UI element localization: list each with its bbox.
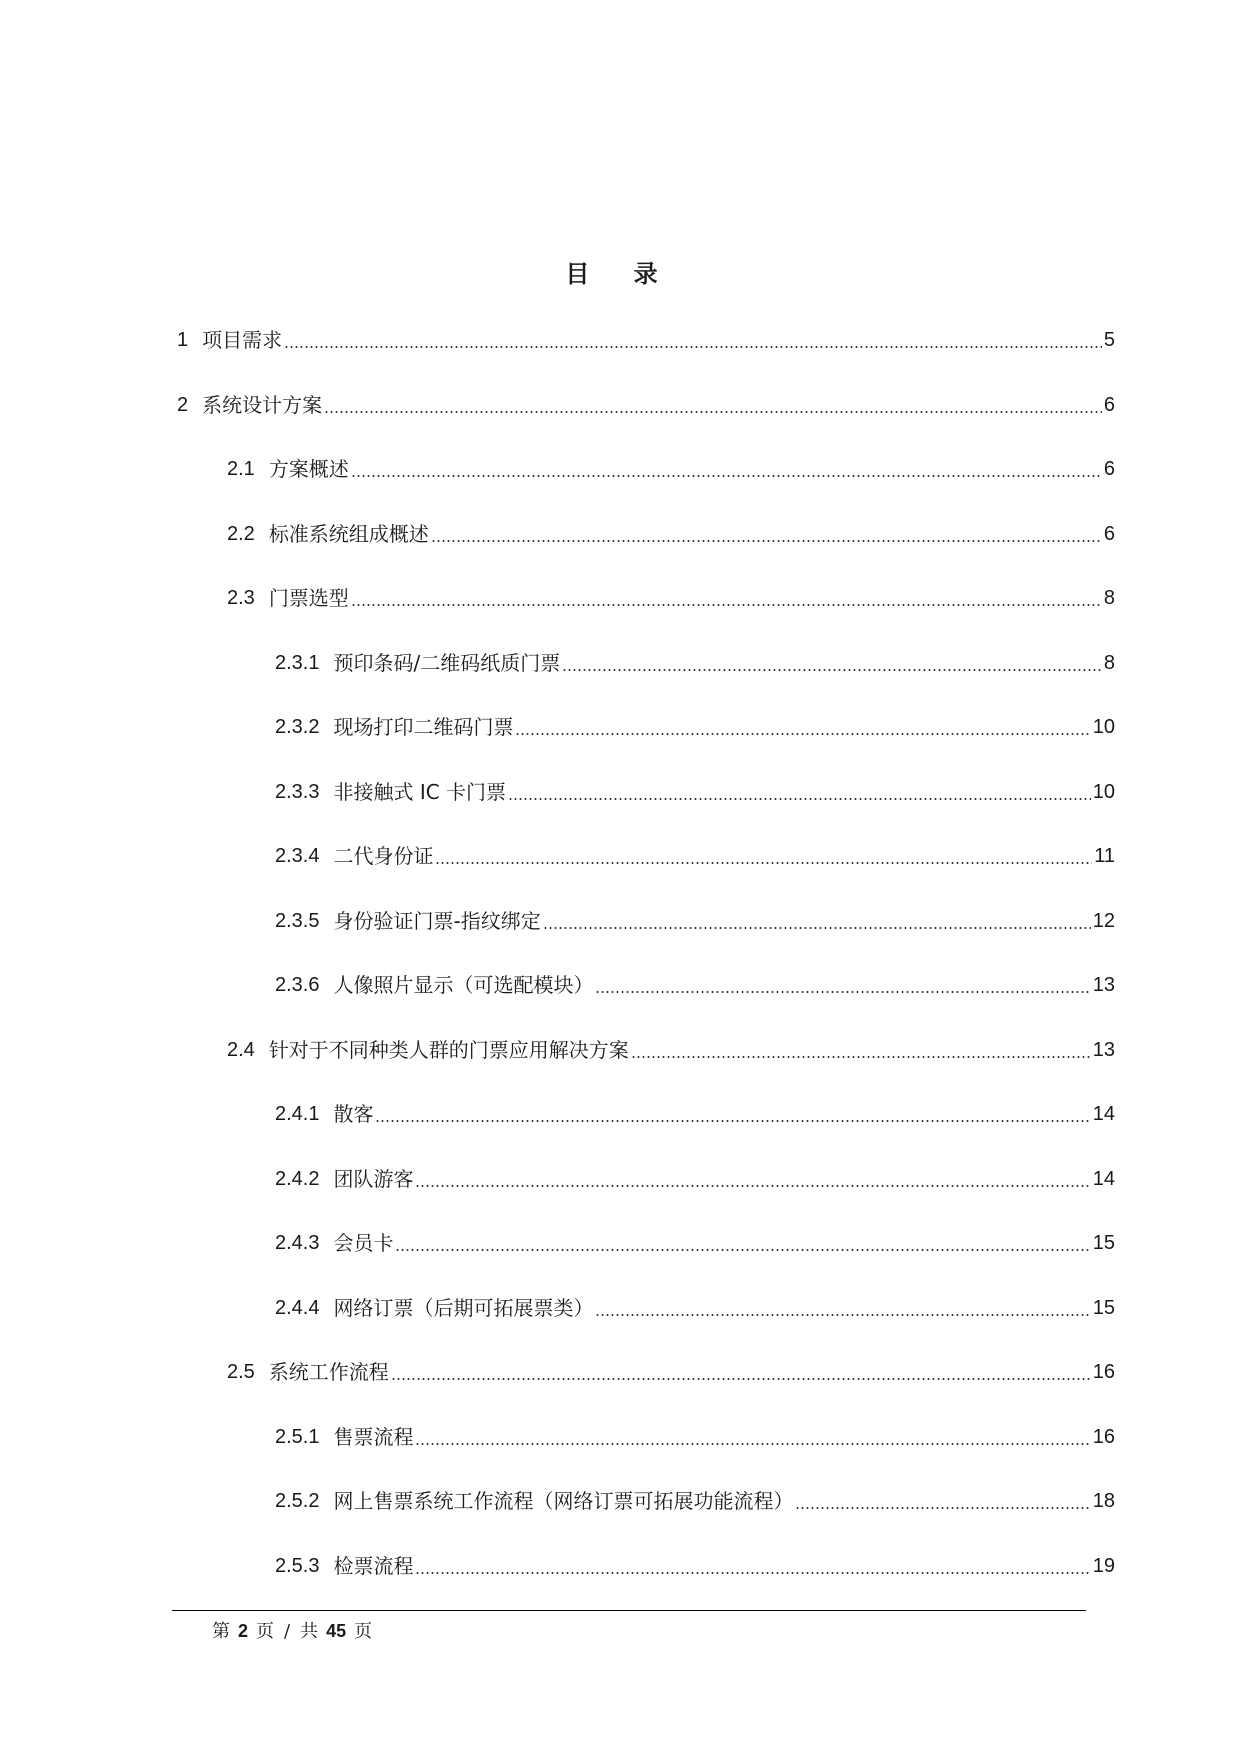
toc-dot-leader (415, 1185, 1090, 1187)
toc-dot-leader (595, 1314, 1090, 1316)
toc-entry[interactable] (227, 451, 1115, 483)
toc-entry-number: 2.4 (227, 1038, 255, 1061)
footer-total-unit: 页 (354, 1621, 373, 1642)
toc-entry-page: 6 (1103, 522, 1115, 545)
toc-entry-page: 15 (1092, 1232, 1115, 1254)
toc-dot-leader (508, 798, 1091, 800)
footer-page-unit: 页 (256, 1621, 275, 1642)
toc-entry-page: 11 (1094, 845, 1115, 867)
toc-entry-title: 现场打印二维码门票 (333, 715, 514, 739)
toc-entry-page: 6 (1103, 458, 1115, 480)
toc-dot-leader (795, 1507, 1090, 1509)
toc-entry-number: 2.3.1 (275, 651, 320, 674)
toc-dot-leader (431, 540, 1102, 542)
toc-entry[interactable] (275, 709, 1115, 741)
toc-entry-page: 8 (1103, 651, 1115, 674)
toc-entry-page: 18 (1092, 1490, 1115, 1512)
toc-entry-title: 项目需求 (202, 328, 283, 352)
toc-dot-leader (375, 1120, 1090, 1122)
toc-entry-title: 网上售票系统工作流程（网络订票可拓展功能流程） (333, 1489, 794, 1513)
toc-entry-number: 2 (177, 393, 189, 416)
toc-entry[interactable] (227, 1354, 1115, 1386)
toc-entry-number: 2.5 (227, 1361, 255, 1383)
toc-dot-leader (562, 669, 1102, 671)
toc-entry-page: 6 (1103, 393, 1115, 416)
toc-entry-number: 2.2 (227, 522, 255, 545)
toc-entry-title: 标准系统组成概述 (268, 521, 429, 546)
toc-dot-leader (515, 733, 1090, 735)
toc-entry[interactable] (275, 1225, 1115, 1257)
toc-entry-number: 2.4.2 (275, 1167, 320, 1190)
toc-entry-title: 预印条码/二维码纸质门票 (333, 650, 561, 675)
toc-entry-number: 2.3.5 (275, 909, 320, 932)
toc-entry-number: 2.3 (227, 587, 255, 609)
toc-entry[interactable] (275, 1290, 1115, 1322)
toc-entry[interactable] (275, 1483, 1115, 1515)
toc-entry-page: 14 (1092, 1103, 1115, 1125)
footer-separator: / (284, 1621, 291, 1642)
toc-entry[interactable] (275, 774, 1115, 806)
toc-dot-leader (543, 927, 1091, 929)
toc-dot-leader (391, 1378, 1091, 1380)
toc-entry-page: 8 (1103, 587, 1115, 609)
toc-dot-leader (395, 1249, 1090, 1251)
toc-dot-leader (595, 991, 1090, 993)
toc-entry[interactable] (275, 1419, 1115, 1451)
toc-entry-title: 身份验证门票-指纹绑定 (333, 908, 541, 933)
toc-entry-title: 二代身份证 (333, 844, 434, 868)
toc-dot-leader (284, 346, 1102, 348)
toc-entry-number: 2.4.4 (275, 1296, 320, 1319)
toc-entry-title: 系统工作流程 (268, 1360, 389, 1384)
toc-entry-page: 13 (1092, 974, 1115, 996)
toc-entry-number: 2.5.2 (275, 1490, 320, 1512)
toc-entry[interactable] (227, 1032, 1115, 1064)
toc-entry-number: 2.3.2 (275, 716, 320, 738)
toc-entry-number: 2.5.1 (275, 1425, 320, 1448)
toc-dot-leader (631, 1056, 1091, 1058)
toc-entry[interactable] (275, 903, 1115, 935)
toc-entry-title: 非接触式 IC 卡门票 (333, 779, 507, 804)
toc-entry-title: 方案概述 (268, 457, 349, 481)
toc-entry-page: 13 (1092, 1038, 1115, 1061)
toc-entry-page: 16 (1092, 1425, 1115, 1448)
toc-dot-leader (324, 411, 1102, 413)
toc-entry-page: 15 (1092, 1296, 1115, 1319)
footer-prefix: 第 (212, 1621, 230, 1642)
toc-entry-number: 2.4.3 (275, 1232, 320, 1254)
footer-rule (172, 1610, 1086, 1611)
toc-entry-title: 系统设计方案 (202, 392, 323, 417)
toc-dot-leader (415, 1443, 1090, 1445)
toc-entry-page: 19 (1092, 1554, 1115, 1577)
toc-entry-number: 1 (177, 329, 189, 351)
toc-entry[interactable] (177, 322, 1115, 354)
toc-entry-page: 14 (1092, 1167, 1115, 1190)
toc-entry[interactable] (227, 516, 1115, 548)
footer-total-prefix: 共 (300, 1621, 319, 1642)
toc-dot-leader (435, 862, 1092, 864)
toc-entry[interactable] (275, 1548, 1115, 1580)
toc-entry-title: 会员卡 (333, 1231, 394, 1255)
toc-entry[interactable] (275, 645, 1115, 677)
toc-entry[interactable] (275, 967, 1115, 999)
toc-entry[interactable] (227, 580, 1115, 612)
toc-entry[interactable] (275, 1096, 1115, 1128)
toc-entry[interactable] (177, 387, 1115, 419)
toc-entry-title: 团队游客 (333, 1166, 414, 1191)
toc-title: 目 录 (565, 260, 676, 288)
footer-total-pages: 45 (326, 1621, 347, 1641)
toc-entry-number: 2.1 (227, 458, 255, 480)
toc-entry-title: 针对于不同种类人群的门票应用解决方案 (268, 1037, 629, 1062)
toc-entry-number: 2.4.1 (275, 1103, 320, 1125)
toc-entry-title: 门票选型 (268, 586, 349, 610)
page-footer (212, 1618, 372, 1645)
toc-entry-title: 售票流程 (333, 1424, 414, 1449)
toc-entry-number: 2.5.3 (275, 1554, 320, 1577)
toc-entry-page: 16 (1092, 1361, 1115, 1383)
toc-entry-title: 散客 (333, 1102, 374, 1126)
toc-entry-title: 网络订票（后期可拓展票类） (333, 1295, 594, 1320)
toc-entry-title: 检票流程 (333, 1553, 414, 1578)
toc-entry[interactable] (275, 1161, 1115, 1193)
toc-entry[interactable] (275, 838, 1115, 870)
toc-entry-page: 10 (1092, 716, 1115, 738)
toc-entry-page: 12 (1092, 909, 1115, 932)
toc-entry-page: 5 (1103, 329, 1115, 351)
toc-dot-leader (351, 475, 1102, 477)
toc-dot-leader (351, 604, 1102, 606)
toc-entry-number: 2.3.4 (275, 845, 320, 867)
toc-entry-number: 2.3.6 (275, 974, 320, 996)
toc-entry-title: 人像照片显示（可选配模块） (333, 973, 594, 997)
footer-page-number: 2 (238, 1621, 249, 1641)
toc-dot-leader (415, 1572, 1090, 1574)
toc-entry-number: 2.3.3 (275, 780, 320, 803)
toc-entry-page: 10 (1092, 780, 1115, 803)
